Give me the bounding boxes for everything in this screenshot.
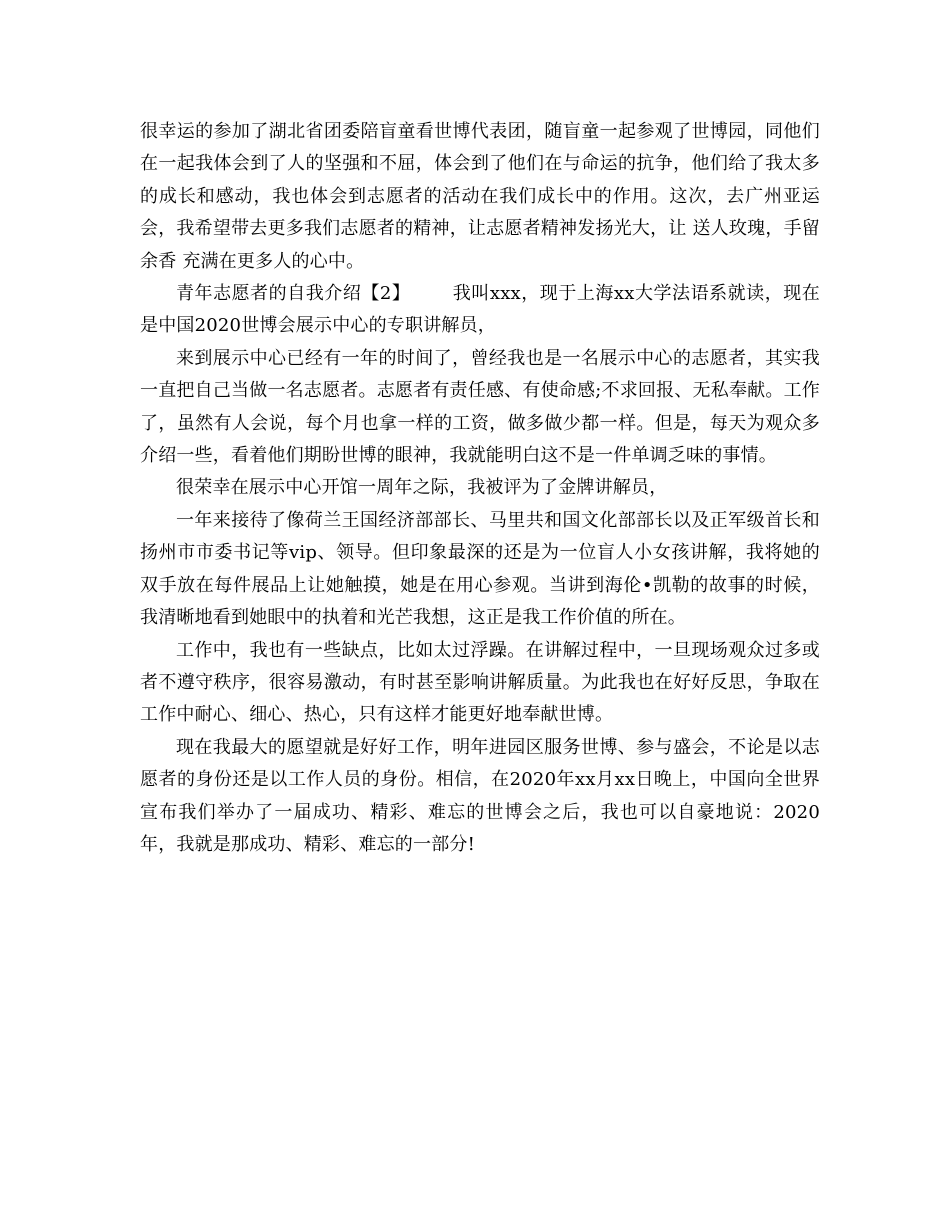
paragraph-text: 工作中，我也有一些缺点，比如太过浮躁。在讲解过程中，一旦现场观众过多或者不遵守秩序，很容易激动，有时甚至影响讲解质量。为此我也在好好反思，争取在工作中耐心、细心、热心，只有这样才能更好地奉献世博。 — [140, 639, 820, 726]
paragraph-text: 很荣幸在展示中心开馆一周年之际，我被评为了金牌讲解员， — [176, 477, 668, 499]
section-heading: 青年志愿者的自我介绍【2】 — [176, 283, 411, 305]
paragraph-text: 现在我最大的愿望就是好好工作，明年进园区服务世博、参与盛会，不论是以志愿者的身份还是以工作人员的身份。相信，在2020年xx月xx日晚上，中国向全世界宣布我们举办了一届成功、精彩、难忘的世博会之后，我也可以自豪地说：2020年，我就是那成功、精彩、难忘的一部分! — [140, 736, 820, 855]
paragraph-text: 一年来接待了像荷兰王国经济部部长、马里共和国文化部部长以及正军级首长和扬州市市委书记等vip、领导。但印象最深的还是为一位盲人小女孩讲解，我将她的双手放在每件展品上让她触摸，她是在用心参观。当讲到海伦•凯勒的故事的时候，我清晰地看到她眼中的执着和光芒我想，这正是我工作价值的所在。 — [140, 509, 820, 629]
paragraph-1 — [140, 116, 820, 278]
paragraph-2 — [140, 278, 820, 343]
paragraph-text: 来到展示中心已经有一年的时间了，曾经我也是一名展示中心的志愿者，其实我一直把自己当做一名志愿者。志愿者有责任感、有使命感;不求回报、无私奉献。工作了，虽然有人会说，每个月也拿一样的工资，做多做少都一样。但是，每天为观众多介绍一些，看着他们期盼世博的眼神，我就能明白这不是一件单调乏味的事情。 — [140, 347, 820, 467]
document-body — [140, 116, 820, 861]
paragraph-text: 很幸运的参加了湖北省团委陪盲童看世博代表团，随盲童一起参观了世博园，同他们在一起我体会到了人的坚强和不屈，体会到了他们在与命运的抗争，他们给了我太多的成长和感动，我也体会到志愿者的活动在我们成长中的作用。这次，去广州亚运会，我希望带去更多我们志愿者的精神，让志愿者精神发扬光大，让 送人玫瑰，手留余香 充满在更多人的心中。 — [140, 121, 820, 272]
paragraph-6 — [140, 635, 820, 732]
paragraph-7 — [140, 732, 820, 862]
paragraph-text: 我叫xxx，现于上海xx大学法语系就读，现在是中国2020世博会展示中心的专职讲解员， — [140, 283, 820, 337]
paragraph-3 — [140, 343, 820, 473]
paragraph-4 — [140, 472, 820, 504]
paragraph-5 — [140, 505, 820, 635]
